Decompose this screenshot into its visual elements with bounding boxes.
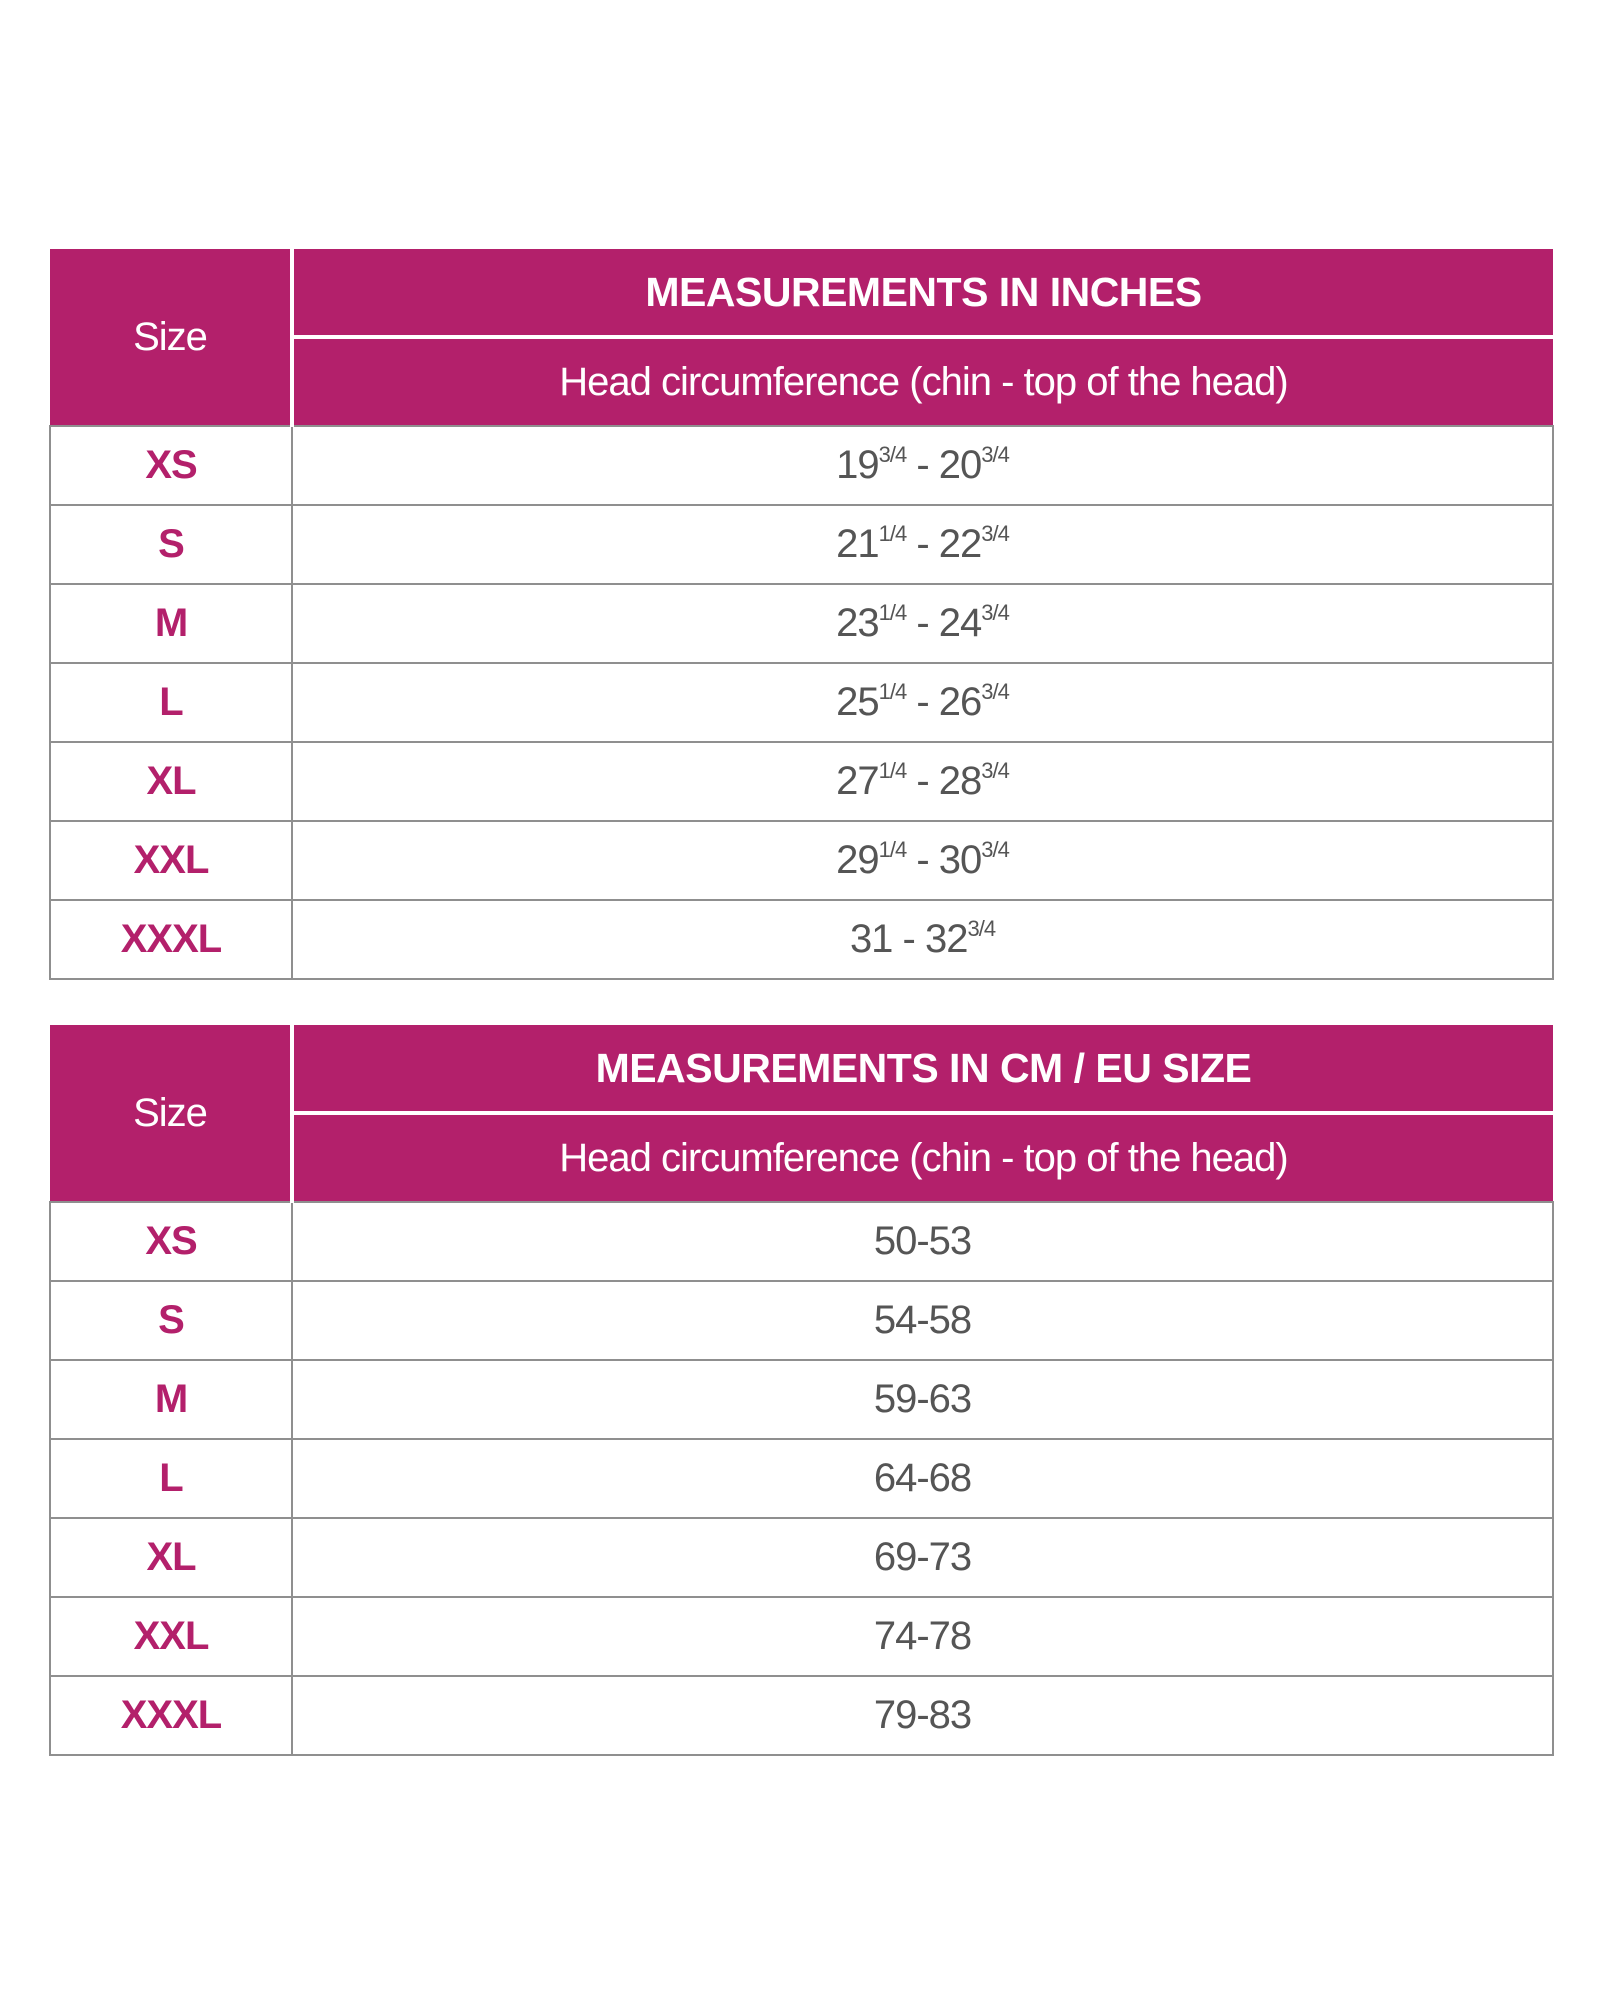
- measurement-value: 54-58: [292, 1281, 1553, 1360]
- size-label: XXL: [50, 1597, 292, 1676]
- table-row: [50, 505, 1553, 584]
- size-label: M: [50, 1360, 292, 1439]
- table-row: [50, 1281, 1553, 1360]
- table-row: [50, 821, 1553, 900]
- size-label: XXXL: [50, 1676, 292, 1755]
- measurement-value: 50-53: [292, 1202, 1553, 1281]
- table-row: [50, 1202, 1553, 1281]
- measurement-value: 79-83: [292, 1676, 1553, 1755]
- measurement-value: 64-68: [292, 1439, 1553, 1518]
- inches-size-table: [49, 249, 1554, 980]
- size-label: XL: [50, 742, 292, 821]
- size-label: XS: [50, 1202, 292, 1281]
- measurement-value: 74-78: [292, 1597, 1553, 1676]
- measurement-value: $21^{1/4} - 22^{3/4}$: [292, 505, 1553, 584]
- table-row: [50, 1360, 1553, 1439]
- measurement-value: $25^{1/4} - 26^{3/4}$: [292, 663, 1553, 742]
- size-label: L: [50, 663, 292, 742]
- table-row: [50, 1518, 1553, 1597]
- table-row: [50, 584, 1553, 663]
- measurement-column-header: Head circumference (chin - top of the head): [292, 1113, 1553, 1202]
- size-label: XS: [50, 426, 292, 505]
- cm-size-table: [49, 1025, 1554, 1756]
- size-label: S: [50, 1281, 292, 1360]
- table-row: [50, 1439, 1553, 1518]
- table-row: [50, 426, 1553, 505]
- size-label: L: [50, 1439, 292, 1518]
- size-label: XXL: [50, 821, 292, 900]
- measurement-value: $23^{1/4} - 24^{3/4}$: [292, 584, 1553, 663]
- size-label: S: [50, 505, 292, 584]
- measurement-value: $27^{1/4} - 28^{3/4}$: [292, 742, 1553, 821]
- table-row: [50, 742, 1553, 821]
- measurement-value: 69-73: [292, 1518, 1553, 1597]
- table-row: [50, 1597, 1553, 1676]
- size-label: M: [50, 584, 292, 663]
- table-row: [50, 1676, 1553, 1755]
- size-label: XXXL: [50, 900, 292, 979]
- size-column-header: Size: [50, 249, 292, 426]
- measurement-value: 59-63: [292, 1360, 1553, 1439]
- table-row: [50, 900, 1553, 979]
- table-row: [50, 663, 1553, 742]
- measurement-value: $29^{1/4} - 30^{3/4}$: [292, 821, 1553, 900]
- table-title: MEASUREMENTS IN INCHES: [292, 249, 1553, 337]
- measurement-value: $31 - 32^{3/4}$: [292, 900, 1553, 979]
- measurement-column-header: Head circumference (chin - top of the head): [292, 337, 1553, 426]
- measurement-value: $19^{3/4} - 20^{3/4}$: [292, 426, 1553, 505]
- size-column-header: Size: [50, 1025, 292, 1202]
- table-title: MEASUREMENTS IN CM / EU SIZE: [292, 1025, 1553, 1113]
- size-label: XL: [50, 1518, 292, 1597]
